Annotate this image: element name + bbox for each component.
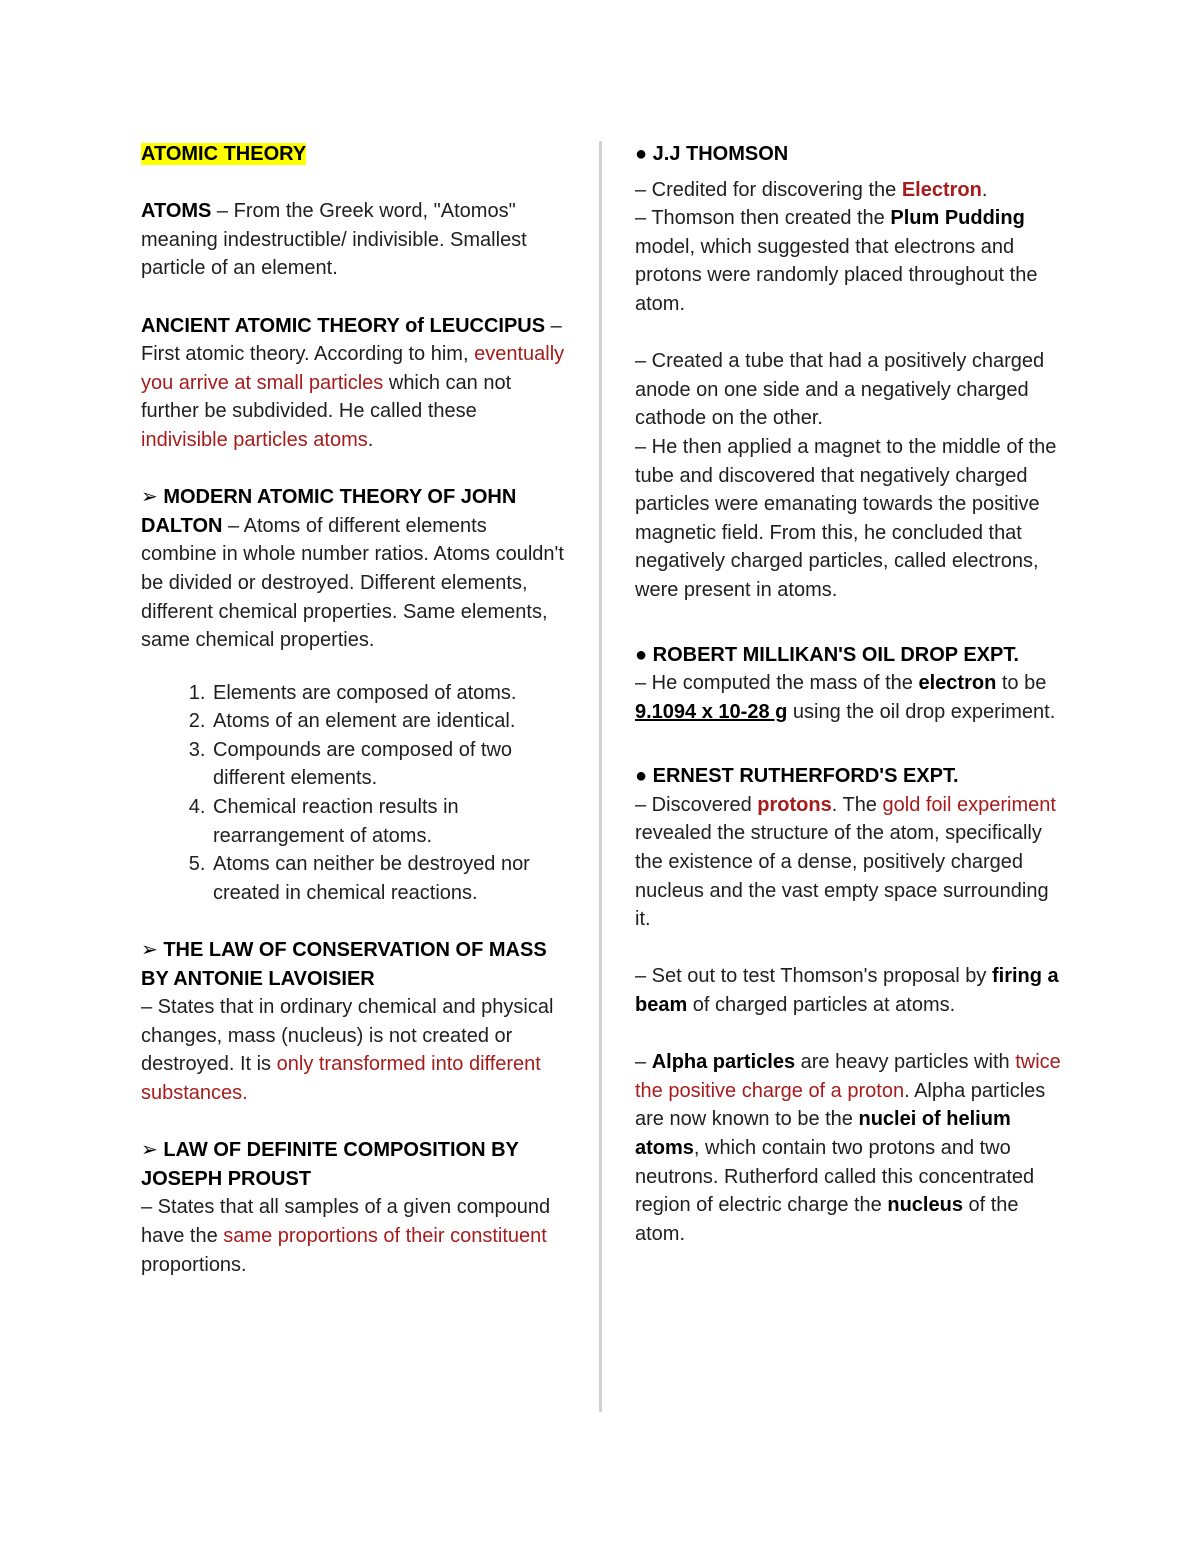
list-item: 1. Elements are composed of atoms. (211, 679, 566, 708)
thomson-paragraph-2: – Thomson then created the Plum Pudding model, which suggested that electrons and protons were randomly placed throughout the atom. (635, 207, 1038, 315)
lavoisier-paragraph: – States that in ordinary chemical and physical changes, mass (nucleus) is not created or destroyed. It is only transformed into different substances. (141, 996, 554, 1104)
rutherford-paragraph-3: – Alpha particles are heavy particles with twice the positive charge of a proton. Alpha particles are now known to be the nuclei of helium atoms, which contain two protons and two neutrons. Rutherford called this concentrated region of electric charge the nucleus of the atom. (635, 1051, 1061, 1245)
millikan-paragraph: – He computed the mass of the electron to be 9.1094 x 10-28 g using the oil drop experiment. (635, 672, 1056, 723)
right-column (635, 140, 1065, 1248)
thomson-paragraph-4: – He then applied a magnet to the middle of the tube and discovered that negatively charged particles were emanating towards the positive magnetic field. From this, he concluded that negatively charged particles, called electrons, were present in atoms. (635, 435, 1057, 601)
arrow-bullet-icon: ➢ (141, 486, 164, 509)
dalton-heading: MODERN ATOMIC THEORY OF JOHN DALTON (141, 486, 517, 537)
arrow-bullet-icon: ➢ (141, 939, 164, 962)
electron-mass-value: 9.1094 x 10-28 g (635, 700, 788, 723)
atoms-term: ATOMS (141, 200, 212, 223)
atoms-paragraph: ATOMS – From the Greek word, "Atomos" meaning indestructible/ indivisible. Smallest particle of an element. (141, 200, 527, 280)
list-item: 3. Compounds are composed of two different elements. (211, 736, 566, 793)
list-item: 4. Chemical reaction results in rearrangement of atoms. (211, 793, 566, 850)
ancient-theory-heading: ANCIENT ATOMIC THEORY of LEUCCIPUS (141, 314, 546, 337)
proust-heading: ➢ LAW OF DEFINITE COMPOSITION BY JOSEPH PROUST (141, 1139, 519, 1190)
dalton-paragraph: ➢ MODERN ATOMIC THEORY OF JOHN DALTON – Atoms of different elements combine in whole number ratios. Atoms couldn't be divided or destroyed. Different elements, different chemical properties. Same elements, same chemical properties. (141, 486, 564, 652)
thomson-paragraph-1: – Credited for discovering the Electron. (635, 178, 988, 201)
proust-paragraph: – States that all samples of a given compound have the same proportions of their constituent proportions. (141, 1196, 551, 1276)
rutherford-heading: ● ERNEST RUTHERFORD'S EXPT. (635, 765, 959, 788)
lavoisier-heading: ➢ THE LAW OF CONSERVATION OF MASS BY ANTONIE LAVOISIER (141, 939, 547, 990)
ancient-theory-paragraph: ANCIENT ATOMIC THEORY of LEUCCIPUS – First atomic theory. According to him, eventually you arrive at small particles which can not further be subdivided. He called these indivisible particles atoms. (141, 314, 565, 451)
thomson-paragraph-3: – Created a tube that had a positively charged anode on one side and a negatively charged cathode on the other. (635, 350, 1045, 430)
left-column (141, 140, 566, 1279)
column-divider (599, 141, 602, 1412)
dalton-postulates-list (141, 679, 566, 908)
arrow-bullet-icon: ➢ (141, 1139, 164, 1162)
page-title: ATOMIC THEORY (141, 143, 307, 165)
rutherford-paragraph-1: – Discovered protons. The gold foil experiment revealed the structure of the atom, specifically the existence of a dense, positively charged nucleus and the vast empty space surrounding it. (635, 793, 1056, 931)
thomson-heading: ● J.J THOMSON (635, 143, 789, 165)
rutherford-paragraph-2: – Set out to test Thomson's proposal by firing a beam of charged particles at atoms. (635, 965, 1059, 1017)
list-item: 5. Atoms can neither be destroyed nor created in chemical reactions. (211, 850, 566, 907)
list-item: 2. Atoms of an element are identical. (211, 707, 566, 736)
millikan-heading: ● ROBERT MILLIKAN'S OIL DROP EXPT. (635, 643, 1019, 666)
